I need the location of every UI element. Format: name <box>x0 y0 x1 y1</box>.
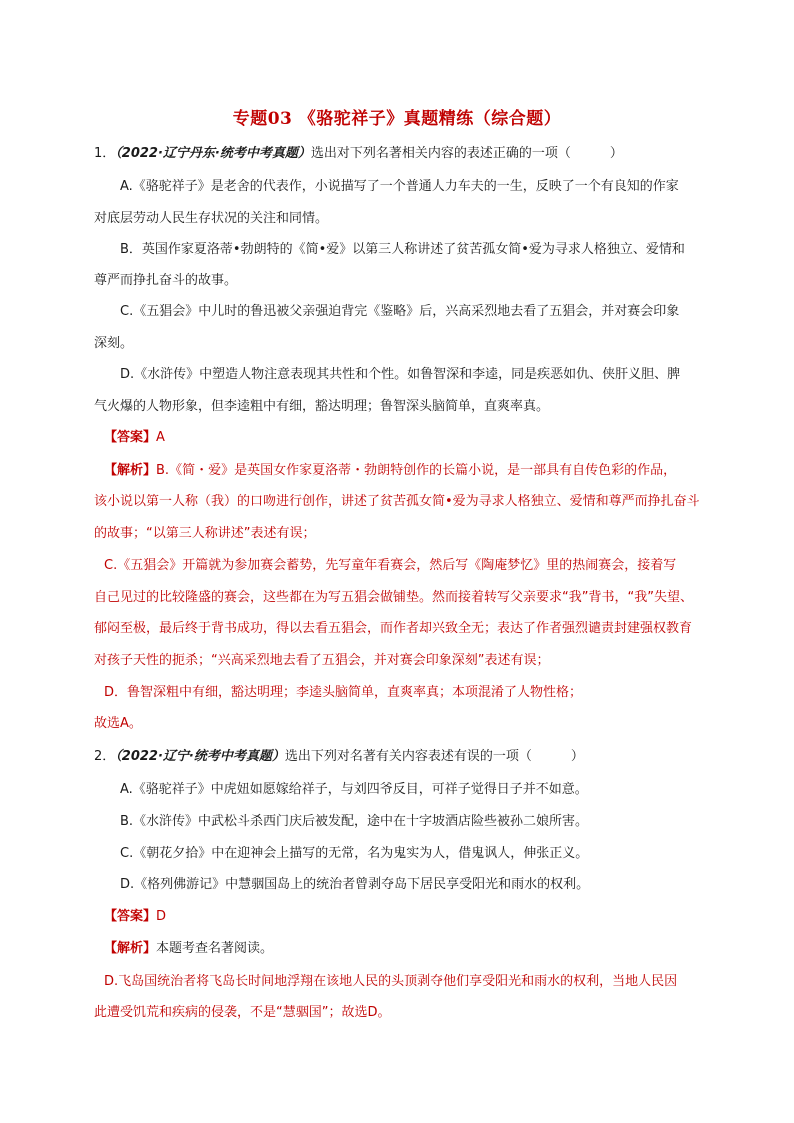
analysis-text: B.《简・爱》是英国女作家夏洛蒂・勃朗特创作的长篇小说，是一部具有自传色彩的作品， <box>156 463 677 478</box>
q1-analysis-line2: 该小说以第一人称（我）的口吻进行创作，讲述了贫苦孤女简•爱为寻求人格独立、爱情和尊严而挣扎奋斗 <box>94 494 700 509</box>
q1-option-a-line2: 对底层劳动人民生存状况的关注和同情。 <box>94 211 329 226</box>
question-1-stem <box>94 146 623 162</box>
q2-option-b: B.《水浒传》中武松斗杀西门庆后被发配，途中在十字坡酒店险些被孙二娘所害。 <box>120 814 589 829</box>
question-source: （2022·辽宁丹东·统考中考真题） <box>115 146 311 161</box>
q1-analysis-line3: 的故事；“以第三人称讲述”表述有误； <box>94 526 316 541</box>
q1-option-c-line2: 深刻。 <box>94 336 134 351</box>
q1-option-c-line1: C.《五猖会》中儿时的鲁迅被父亲强迫背完《鉴略》后，兴高采烈地去看了五猖会，并对赛会印象 <box>120 304 680 319</box>
analysis-label: 【解析】 <box>104 463 157 478</box>
q1-analysis-line8: D．鲁智深粗中有细，豁达明理；李逵头脑简单，直爽率真；本项混淆了人物性格； <box>104 685 583 700</box>
q2-option-d: D.《格列佛游记》中慧骃国岛上的统治者曾剥夺岛下居民享受阳光和雨水的权利。 <box>120 877 590 892</box>
question-number: 1． <box>94 146 116 161</box>
q1-analysis-line6: 郁闷至极，最后终于背书成功，得以去看五猖会，而作者却兴致全无；表达了作者强烈谴责封建强权教育 <box>94 621 693 636</box>
q1-option-b-line2: 尊严而挣扎奋斗的故事。 <box>94 273 238 288</box>
page-title: 专题03 《骆驼祥子》真题精练（综合题） <box>232 109 562 129</box>
analysis-label: 【解析】 <box>104 941 157 956</box>
answer-value: D <box>156 909 167 924</box>
q1-analysis-line5: 自己见过的比较隆盛的赛会，这些都在为写五猖会做铺垫。然而接着转写父亲要求“我”背书，“我”失望、 <box>94 590 693 605</box>
q1-option-d-line1: D.《水浒传》中塑造人物注意表现其共性和个性。如鲁智深和李逵，同是疾恶如仇、侠肝义胆、脾 <box>120 367 681 382</box>
q1-analysis-line1 <box>104 463 676 479</box>
question-2-stem <box>94 749 584 765</box>
q1-option-a-line1: A.《骆驼祥子》是老舍的代表作，小说描写了一个普通人力车夫的一生，反映了一个有良知的作家 <box>120 179 679 194</box>
q1-option-b-line1: B．英国作家夏洛蒂•勃朗特的《简•爱》以第三人称讲述了贫苦孤女简•爱为寻求人格独立、爱情和 <box>120 242 685 257</box>
answer-label: 【答案】 <box>104 909 157 924</box>
analysis-text: 本题考查名著阅读。 <box>156 941 274 956</box>
q2-answer <box>104 909 166 925</box>
q1-analysis-line9: 故选A。 <box>94 716 142 731</box>
q2-analysis-line1 <box>104 941 273 957</box>
q1-answer <box>104 430 165 446</box>
answer-value: A <box>156 430 165 445</box>
question-text: 选出对下列名著相关内容的表述正确的一项（ ） <box>310 146 623 161</box>
q2-analysis-line3: 此遭受饥荒和疾病的侵袭，不是“慧骃国”；故选D。 <box>94 1005 391 1020</box>
question-text: 选出下列对名著有关内容表述有误的一项（ ） <box>284 749 584 764</box>
q1-analysis-line4: C.《五猖会》开篇就为参加赛会蓄势，先写童年看赛会，然后写《陶庵梦忆》里的热闹赛会，接着写 <box>104 558 677 573</box>
question-number: 2． <box>94 749 116 764</box>
q1-option-d-line2: 气火爆的人物形象，但李逵粗中有细，豁达明理；鲁智深头脑简单，直爽率真。 <box>94 399 550 414</box>
q2-analysis-line2: D.飞岛国统治者将飞岛长时间地浮翔在该地人民的头顶剥夺他们享受阳光和雨水的权利，当地人民因 <box>104 974 678 989</box>
answer-label: 【答案】 <box>104 430 157 445</box>
q2-option-a: A.《骆驼祥子》中虎妞如愿嫁给祥子，与刘四爷反目，可祥子觉得日子并不如意。 <box>120 782 588 797</box>
q2-option-c: C.《朝花夕拾》中在迎神会上描写的无常，名为鬼实为人，借鬼讽人，伸张正义。 <box>120 846 589 861</box>
q1-analysis-line7: 对孩子天性的扼杀；“兴高采烈地去看了五猖会，并对赛会印象深刻”表述有误； <box>94 653 550 668</box>
question-source: （2022·辽宁·统考中考真题） <box>115 749 285 764</box>
